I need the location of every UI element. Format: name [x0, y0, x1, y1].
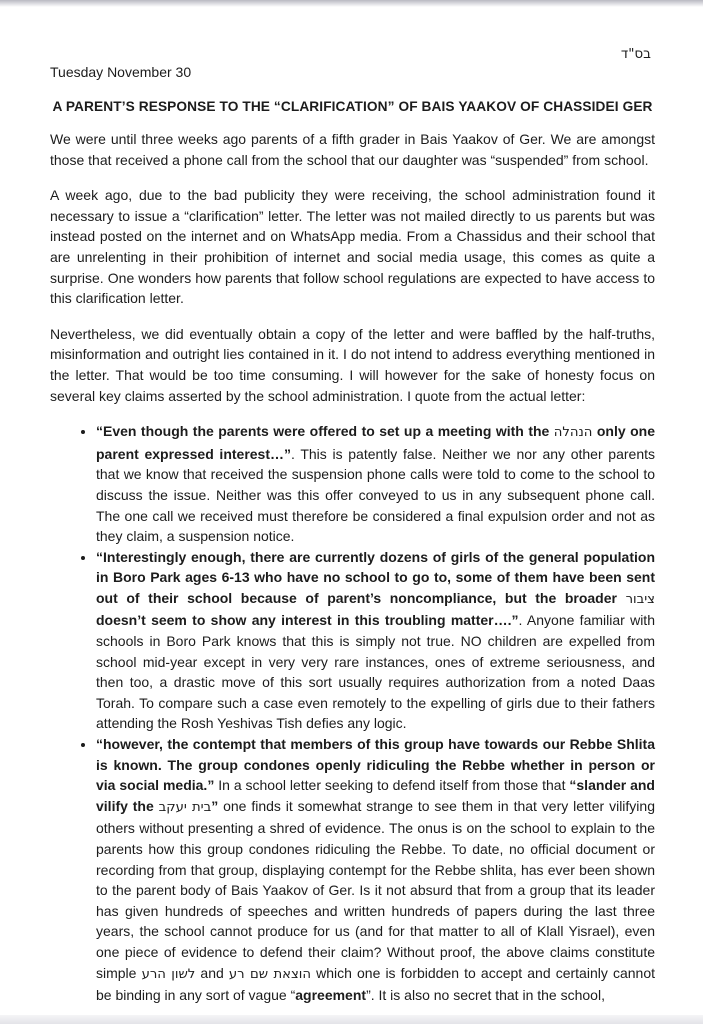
paragraph-clarification-letter: A week ago, due to the bad publicity they were receiving, the school administration found it necessary to issue a “clarification” letter. The letter was not mailed directly to us parents but was instead posted on the internet and on WhatsApp media. From a Chassidus and their school that are unrelenting in their prohibition of internet and social media usage, this comes as quite a surprise. One wonders how parents that follow school regulations are expected to have access to this clarification letter.: [50, 187, 655, 307]
scan-bottom-edge: [0, 1015, 703, 1024]
bullet-dozens-of-girls-claim: • “Interestingly enough, there are currently dozens of girls of the general population in Boro Park ages 6-13 who have no school to go to, some of them have been sent out of their school because of parent’s noncompliance, but the broader ציבור doesn’t seem to show any interest in this troubling matter….”. Anyone familiar with schools in Boro Park knows that this is simply not true. NO children are expelled from school mid-year except in very very rare instances, ones of extreme seriousness, and then too, a drastic move of this sort usually requires authorization from a noted Daas Torah. To compare such a case even remotely to the expelling of girls due to their fathers attending the Rosh Yeshivas Tish defies any logic.: [96, 547, 655, 734]
scan-top-edge: [0, 0, 703, 7]
bullet-meeting-offer-claim: • “Even though the parents were offered to set up a meeting with the הנהלה only one parent expressed interest…”. This is patently false. Neither we nor any other parents that we know that received the suspension phone calls were told to come to the school to discuss the issue. Neither was this offer conveyed to us in any subsequent phone call. The one call we received must therefore be considered a final expulsion order and not as they claim, a suspension notice.: [96, 421, 655, 547]
paragraph-suspension-intro: We were until three weeks ago parents of a fifth grader in Bais Yaakov of Ger. We are amongst those that received a phone call from the school that our daughter was “suspended” from school.: [50, 131, 655, 168]
paragraph-letter-obtained: Nevertheless, we did eventually obtain a copy of the letter and were baffled by the half-truths, misinformation and outright lies contained in it. I do not intend to address everything mentioned in the letter. That would be too time consuming. I will however for the sake of honesty focus on several key claims asserted by the school administration. I quote from the actual letter:: [50, 325, 655, 404]
hebrew-header-bsd: בס"ד: [620, 46, 651, 62]
bullet-contempt-for-rebbe-claim: • “however, the contempt that members of this group have towards our Rebbe Shlita is known. The group condones openly ridiculing the Rebbe whether in person or via social media.” In a school letter seeking to defend itself from those that “slander and vilify the בית יעקב” one finds it somewhat strange to see them in that very letter vilifying others without presenting a shred of evidence. The onus is on the school to explain to the parents how this group condones ridiculing the Rebbe. To date, no official document or recording from that group, displaying contempt for the Rebbe shlita, has ever been shown to the parent body of Bais Yaakov of Ger. Is it not absurd that from a group that its leader has given hundreds of speeches and written hundreds of papers during the last three years, the school cannot produce for us (and for that matter to all of Klall Yisrael), even one piece of evidence to defend their claim? Without proof, the above claims constitute simple לשון הרע and הוצאת שם רע which one is forbidden to accept and certainly cannot be binding in any sort of vague “agreement”. It is also no secret that in the school,: [96, 734, 655, 1006]
document-title: A PARENT’S RESPONSE TO THE “CLARIFICATION” OF BAIS YAAKOV OF CHASSIDEI GER: [52, 99, 653, 114]
document-date: Tuesday November 30: [50, 64, 192, 80]
school-claims-list: [50, 421, 655, 1006]
